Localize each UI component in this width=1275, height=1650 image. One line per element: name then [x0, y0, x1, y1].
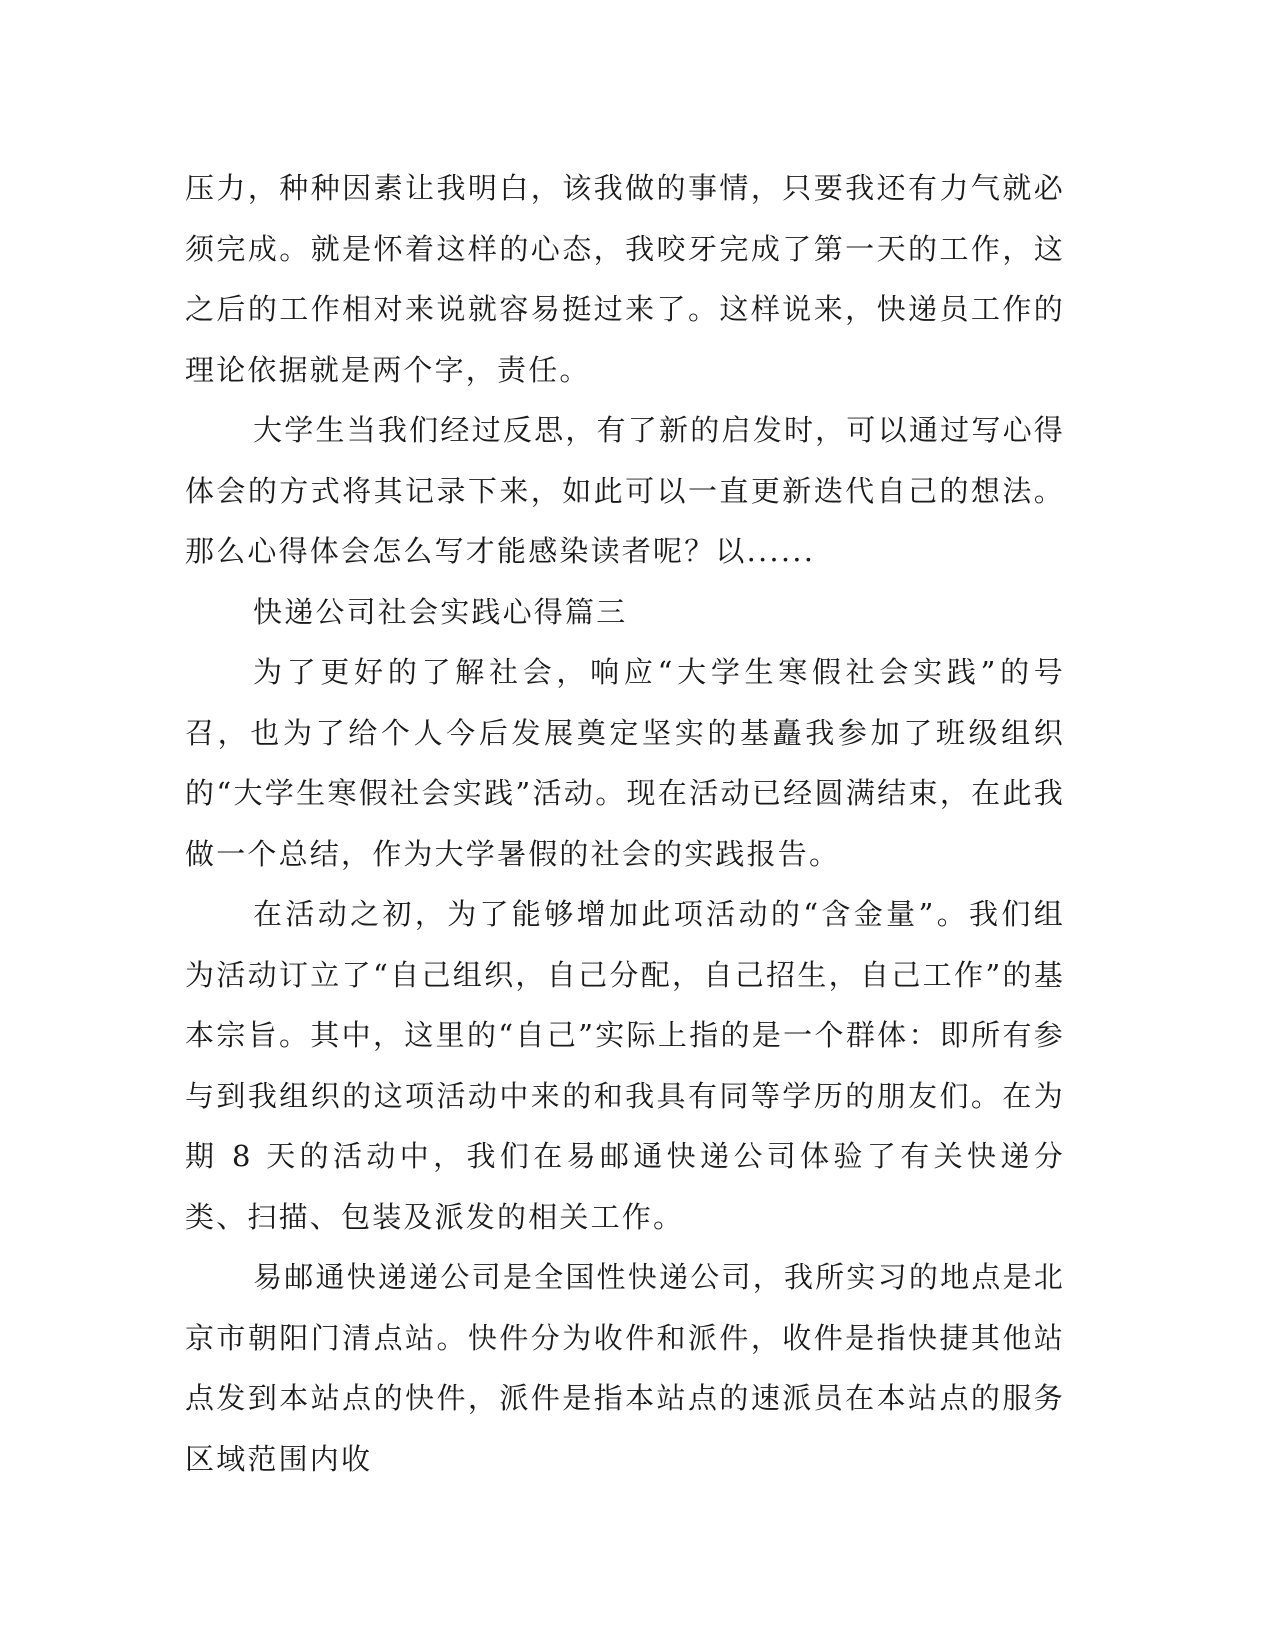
paragraph-5: 易邮通快递递公司是全国性快递公司，我所实习的地点是北京市朝阳门清点站。快件分为收件和派件，收件是指快捷其他站点发到本站点的快件，派件是指本站点的速派员在本站点的服务区域范围内收 — [185, 1260, 1065, 1476]
paragraph-4: 在活动之初，为了能够增加此项活动的“含金量”。我们组为活动订立了“自己组织，自己分配，自己招生，自己工作”的基本宗旨。其中，这里的“自己”实际上指的是一个群体：即所有参与到我组织的这项活动中来的和我具有同等学历的朋友们。在为期 8 天的活动中，我们在易邮通快递公司体验了有关快递分类、扫描、包装及派发的相关工作。 — [185, 897, 1065, 1234]
paragraph-1: 压力，种种因素让我明白，该我做的事情，只要我还有力气就必须完成。就是怀着这样的心态，我咬牙完成了第一天的工作，这之后的工作相对来说就容易挺过来了。这样说来，快递员工作的理论依据就是两个字，责任。 — [185, 171, 1065, 387]
document-body — [185, 158, 1065, 1489]
section-heading: 快递公司社会实践心得篇三 — [253, 594, 628, 629]
paragraph-2: 大学生当我们经过反思，有了新的启发时，可以通过写心得体会的方式将其记录下来，如此可以一直更新迭代自己的想法。那么心得体会怎么写才能感染读者呢？以...... — [185, 413, 1065, 568]
paragraph-3: 为了更好的了解社会，响应“大学生寒假社会实践”的号召，也为了给个人今后发展奠定坚实的基矗我参加了班级组织的“大学生寒假社会实践”活动。现在活动已经圆满结束，在此我做一个总结，作为大学暑假的社会的实践报告。 — [185, 655, 1065, 871]
